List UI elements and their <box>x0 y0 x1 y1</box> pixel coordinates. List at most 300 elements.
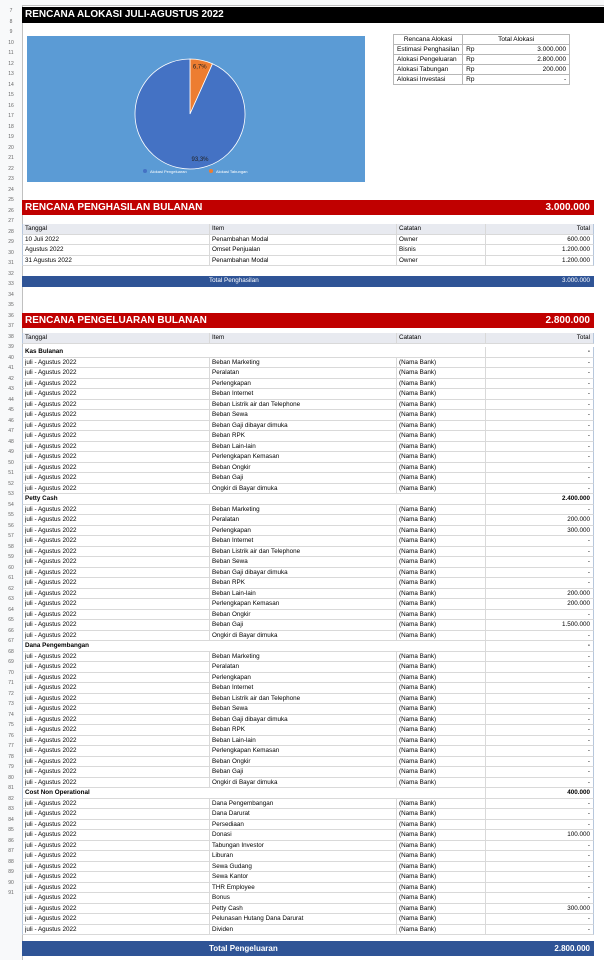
row-number[interactable]: 87 <box>8 848 14 854</box>
row-number[interactable]: 41 <box>8 365 14 371</box>
row-number[interactable]: 91 <box>8 890 14 896</box>
row-number[interactable]: 62 <box>8 585 14 592</box>
cell-note[interactable]: (Nama Bank) <box>396 421 487 431</box>
cell-total[interactable]: - <box>485 358 593 368</box>
cell-date[interactable]: juli - Agustus 2022 <box>25 694 77 702</box>
cell-note[interactable]: (Nama Bank) <box>396 463 487 473</box>
cell-note[interactable]: (Nama Bank) <box>396 799 487 809</box>
row-number[interactable]: 13 <box>8 71 14 77</box>
cell-item[interactable]: Beban Listrik air dan Telephone <box>209 547 398 557</box>
cell-date[interactable]: juli - Agustus 2022 <box>25 432 77 439</box>
cell-item[interactable]: Ongkir di Bayar dimuka <box>209 484 398 494</box>
cell-total[interactable]: - <box>485 862 593 872</box>
cell-total[interactable]: - <box>485 704 593 714</box>
row-number[interactable]: 81 <box>8 785 14 791</box>
row-number[interactable]: 45 <box>8 407 14 413</box>
cell-date[interactable]: juli - Agustus 2022 <box>25 369 77 376</box>
cell-note[interactable]: (Nama Bank) <box>396 578 487 588</box>
cell-total[interactable]: - <box>485 673 593 683</box>
row-number[interactable]: 73 <box>8 701 14 707</box>
cell-item[interactable]: Beban RPK <box>209 578 398 588</box>
row-number[interactable]: 9 <box>9 29 13 35</box>
cell-item[interactable]: Item <box>209 333 398 343</box>
cell-date[interactable]: juli - Agustus 2022 <box>25 715 77 723</box>
row-number[interactable]: 16 <box>8 102 14 109</box>
cell-date[interactable]: juli - Agustus 2022 <box>25 358 77 366</box>
row-number[interactable]: 32 <box>8 270 14 277</box>
cell-item[interactable]: Beban Gaji <box>209 767 398 777</box>
cell-total[interactable]: 1.200.000 <box>485 245 593 255</box>
cell-note[interactable]: (Nama Bank) <box>396 526 487 536</box>
cell-note[interactable]: (Nama Bank) <box>396 379 487 389</box>
cell-total[interactable]: - <box>485 578 593 588</box>
cell-item[interactable]: Beban RPK <box>209 725 398 735</box>
alloc-currency[interactable]: Rp <box>463 65 495 75</box>
alloc-header-value[interactable]: Total Alokasi <box>463 35 570 45</box>
cell-date[interactable]: Kas Bulanan <box>25 348 64 355</box>
row-number[interactable]: 63 <box>8 596 14 602</box>
row-number[interactable]: 14 <box>8 81 14 88</box>
cell-note[interactable]: (Nama Bank) <box>396 452 487 462</box>
cell-item[interactable]: Dividen <box>209 925 398 935</box>
row-number[interactable]: 35 <box>8 302 14 308</box>
cell-date[interactable]: juli - Agustus 2022 <box>25 705 77 712</box>
cell-item[interactable]: Beban Internet <box>209 536 398 546</box>
cell-note[interactable]: Owner <box>396 256 487 266</box>
cell-item[interactable]: Beban Lain-lain <box>209 442 398 452</box>
cell-note[interactable]: (Nama Bank) <box>396 410 487 420</box>
row-number[interactable]: 30 <box>8 249 14 256</box>
cell-total[interactable]: Total <box>485 224 593 234</box>
cell-date[interactable]: juli - Agustus 2022 <box>25 915 77 922</box>
row-number[interactable]: 48 <box>8 438 14 445</box>
alloc-label[interactable]: Alokasi Tabungan <box>394 65 463 75</box>
cell-note[interactable]: Catatan <box>396 333 487 343</box>
cell-date[interactable]: juli - Agustus 2022 <box>25 547 77 555</box>
row-number[interactable]: 34 <box>8 291 14 298</box>
cell-total[interactable]: - <box>485 872 593 882</box>
cell-item[interactable]: Persediaan <box>209 820 398 830</box>
row-number[interactable]: 61 <box>8 575 14 581</box>
cell-note[interactable]: (Nama Bank) <box>396 631 487 641</box>
cell-date[interactable]: juli - Agustus 2022 <box>25 673 77 681</box>
cell-item[interactable]: Perlengkapan <box>209 379 398 389</box>
cell-item[interactable]: Beban Lain-lain <box>209 736 398 746</box>
row-number[interactable]: 70 <box>8 669 14 676</box>
cell-date[interactable]: juli - Agustus 2022 <box>25 757 77 765</box>
cell-total[interactable]: - <box>485 473 593 483</box>
cell-total[interactable]: 600.000 <box>485 235 593 245</box>
row-number[interactable]: 57 <box>8 533 14 539</box>
cell-item[interactable]: Beban Listrik air dan Telephone <box>209 400 398 410</box>
cell-total[interactable]: - <box>485 767 593 777</box>
row-number[interactable]: 43 <box>8 386 14 392</box>
cell-total[interactable]: - <box>485 431 593 441</box>
cell-date[interactable]: juli - Agustus 2022 <box>25 411 77 418</box>
cell-total[interactable]: - <box>485 925 593 935</box>
alloc-label[interactable]: Alokasi Pengeluaran <box>394 55 463 65</box>
cell-total[interactable]: - <box>485 400 593 410</box>
cell-item[interactable]: THR Employee <box>209 883 398 893</box>
cell-total[interactable]: - <box>485 452 593 462</box>
cell-note[interactable]: (Nama Bank) <box>396 872 487 882</box>
cell-note[interactable]: (Nama Bank) <box>396 599 487 609</box>
cell-item[interactable]: Ongkir di Bayar dimuka <box>209 778 398 788</box>
cell-item[interactable]: Perlengkapan <box>209 673 398 683</box>
cell-item[interactable]: Penambahan Modal <box>209 235 398 245</box>
cell-total[interactable]: - <box>485 610 593 620</box>
cell-total[interactable]: - <box>485 389 593 399</box>
cell-date[interactable]: juli - Agustus 2022 <box>25 600 77 607</box>
cell-date[interactable]: juli - Agustus 2022 <box>25 684 77 691</box>
cell-total[interactable]: 1.200.000 <box>485 256 593 266</box>
row-number[interactable]: 65 <box>8 617 14 623</box>
cell-item[interactable]: Beban Gaji <box>209 473 398 483</box>
row-number[interactable]: 10 <box>8 39 14 46</box>
cell-note[interactable]: (Nama Bank) <box>396 662 487 672</box>
alloc-currency[interactable]: Rp <box>463 45 495 55</box>
row-number[interactable]: 40 <box>8 354 14 361</box>
cell-date[interactable]: juli - Agustus 2022 <box>25 820 77 828</box>
cell-total[interactable]: - <box>485 841 593 851</box>
row-number[interactable]: 75 <box>8 722 14 728</box>
cell-date[interactable]: juli - Agustus 2022 <box>25 421 77 429</box>
row-number[interactable]: 31 <box>8 260 14 266</box>
cell-note[interactable]: (Nama Bank) <box>396 914 487 924</box>
cell-date[interactable]: juli - Agustus 2022 <box>25 862 77 870</box>
row-number[interactable]: 66 <box>8 627 14 634</box>
cell-date[interactable]: 10 Juli 2022 <box>25 235 59 243</box>
cell-date[interactable]: juli - Agustus 2022 <box>25 610 77 618</box>
cell-date[interactable]: Dana Pengembangan <box>25 642 90 649</box>
cell-total[interactable]: - <box>485 883 593 893</box>
cell-date[interactable]: juli - Agustus 2022 <box>25 883 77 891</box>
cell-total[interactable]: - <box>485 809 593 819</box>
row-number[interactable]: 12 <box>8 60 14 67</box>
cell-note[interactable]: (Nama Bank) <box>396 694 487 704</box>
cell-note[interactable]: (Nama Bank) <box>396 778 487 788</box>
row-number[interactable]: 82 <box>8 795 14 802</box>
row-number[interactable]: 29 <box>8 239 14 245</box>
cell-date[interactable]: juli - Agustus 2022 <box>25 778 77 786</box>
cell-total[interactable]: - <box>485 683 593 693</box>
row-number[interactable]: 88 <box>8 858 14 865</box>
row-number[interactable]: 83 <box>8 806 14 812</box>
row-number[interactable]: 72 <box>8 690 14 697</box>
cell-total[interactable]: - <box>485 694 593 704</box>
cell-date[interactable]: juli - Agustus 2022 <box>25 925 77 933</box>
cell-item[interactable]: Sewa Gudang <box>209 862 398 872</box>
row-number[interactable]: 17 <box>8 113 14 119</box>
cell-total[interactable]: 200.000 <box>485 515 593 525</box>
cell-item[interactable]: Beban Gaji dibayar dimuka <box>209 421 398 431</box>
row-number[interactable]: 79 <box>8 764 14 770</box>
row-number[interactable]: 47 <box>8 428 14 434</box>
cell-date[interactable]: Petty Cash <box>25 495 58 502</box>
row-number[interactable]: 18 <box>8 123 14 130</box>
cell-total[interactable]: - <box>485 410 593 420</box>
cell-item[interactable]: Perlengkapan Kemasan <box>209 452 398 462</box>
cell-date[interactable]: juli - Agustus 2022 <box>25 726 77 733</box>
cell-total[interactable]: - <box>485 799 593 809</box>
cell-note[interactable]: (Nama Bank) <box>396 547 487 557</box>
cell-note[interactable]: (Nama Bank) <box>396 673 487 683</box>
cell-note[interactable]: (Nama Bank) <box>396 746 487 756</box>
cell-item[interactable]: Pelunasan Hutang Dana Darurat <box>209 914 398 924</box>
row-number[interactable]: 49 <box>8 449 14 455</box>
row-number[interactable]: 51 <box>8 470 14 476</box>
row-number[interactable]: 23 <box>8 176 14 182</box>
cell-note[interactable]: (Nama Bank) <box>396 767 487 777</box>
cell-note[interactable]: (Nama Bank) <box>396 704 487 714</box>
row-number[interactable]: 26 <box>8 207 14 214</box>
row-number[interactable]: 77 <box>8 743 14 749</box>
cell-total[interactable]: - <box>485 893 593 903</box>
cell-item[interactable]: Liburan <box>209 851 398 861</box>
row-number[interactable]: 24 <box>8 186 14 193</box>
cell-date[interactable]: Agustus 2022 <box>25 246 64 253</box>
row-number[interactable]: 21 <box>8 155 14 161</box>
cell-item[interactable]: Penambahan Modal <box>209 256 398 266</box>
cell-item[interactable]: Ongkir di Bayar dimuka <box>209 631 398 641</box>
cell-item[interactable]: Beban Ongkir <box>209 463 398 473</box>
cell-date[interactable]: juli - Agustus 2022 <box>25 463 77 471</box>
cell-date[interactable]: juli - Agustus 2022 <box>25 799 77 807</box>
cell-date[interactable]: juli - Agustus 2022 <box>25 442 77 450</box>
row-number[interactable]: 85 <box>8 827 14 833</box>
cell-date[interactable]: juli - Agustus 2022 <box>25 841 77 849</box>
cell-item[interactable]: Perlengkapan Kemasan <box>209 746 398 756</box>
cell-note[interactable]: (Nama Bank) <box>396 620 487 630</box>
row-number[interactable]: 84 <box>8 816 14 823</box>
cell-total[interactable]: - <box>485 662 593 672</box>
cell-date[interactable]: juli - Agustus 2022 <box>25 831 77 838</box>
cell-item[interactable]: Dana Darurat <box>209 809 398 819</box>
cell-item[interactable]: Beban Internet <box>209 683 398 693</box>
cell-note[interactable]: (Nama Bank) <box>396 610 487 620</box>
cell-total[interactable]: 200.000 <box>485 599 593 609</box>
cell-date[interactable]: juli - Agustus 2022 <box>25 768 77 775</box>
row-number[interactable]: 8 <box>9 18 13 25</box>
cell-total[interactable]: - <box>485 557 593 567</box>
cell-item[interactable]: Perlengkapan Kemasan <box>209 599 398 609</box>
cell-item[interactable]: Beban Sewa <box>209 410 398 420</box>
cell-total[interactable]: - <box>485 368 593 378</box>
cell-item[interactable]: Beban Sewa <box>209 557 398 567</box>
cell-note[interactable]: Bisnis <box>396 245 487 255</box>
cell-note[interactable]: (Nama Bank) <box>396 358 487 368</box>
cell-date[interactable]: 31 Agustus 2022 <box>25 256 72 264</box>
cell-note[interactable]: (Nama Bank) <box>396 400 487 410</box>
cell-note[interactable]: (Nama Bank) <box>396 862 487 872</box>
cell-note[interactable]: Owner <box>396 235 487 245</box>
row-number[interactable]: 37 <box>8 323 14 329</box>
cell-item[interactable]: Omset Penjualan <box>209 245 398 255</box>
cell-total[interactable]: - <box>485 725 593 735</box>
cell-date[interactable]: Tanggal <box>25 225 48 232</box>
cell-date[interactable]: juli - Agustus 2022 <box>25 537 77 544</box>
row-number[interactable]: 15 <box>8 92 14 98</box>
cell-item[interactable]: Peralatan <box>209 515 398 525</box>
cell-note[interactable]: (Nama Bank) <box>396 830 487 840</box>
cell-note[interactable]: (Nama Bank) <box>396 757 487 767</box>
allocation-pie-chart[interactable] <box>27 36 365 182</box>
cell-total[interactable]: - <box>485 463 593 473</box>
cell-note[interactable]: (Nama Bank) <box>396 568 487 578</box>
cell-total[interactable]: - <box>485 484 593 494</box>
row-number[interactable]: 52 <box>8 480 14 487</box>
cell-total[interactable]: - <box>485 347 593 357</box>
cell-note[interactable]: (Nama Bank) <box>396 841 487 851</box>
cell-date[interactable]: juli - Agustus 2022 <box>25 852 77 859</box>
cell-date[interactable]: juli - Agustus 2022 <box>25 558 77 565</box>
cell-item[interactable]: Beban Listrik air dan Telephone <box>209 694 398 704</box>
cell-note[interactable]: (Nama Bank) <box>396 851 487 861</box>
cell-date[interactable]: juli - Agustus 2022 <box>25 663 77 670</box>
cell-item[interactable]: Beban Ongkir <box>209 757 398 767</box>
cell-date[interactable]: juli - Agustus 2022 <box>25 400 77 408</box>
cell-note[interactable]: (Nama Bank) <box>396 893 487 903</box>
cell-total[interactable]: - <box>485 442 593 452</box>
cell-total[interactable]: - <box>485 641 593 651</box>
cell-date[interactable]: juli - Agustus 2022 <box>25 505 77 513</box>
cell-total[interactable]: 100.000 <box>485 830 593 840</box>
cell-total[interactable]: - <box>485 820 593 830</box>
cell-date[interactable]: juli - Agustus 2022 <box>25 810 77 817</box>
row-number[interactable]: 56 <box>8 522 14 529</box>
row-number[interactable]: 11 <box>8 50 14 56</box>
cell-note[interactable]: (Nama Bank) <box>396 557 487 567</box>
row-number[interactable]: 7 <box>9 8 13 14</box>
row-number[interactable]: 78 <box>8 753 14 760</box>
cell-note[interactable]: (Nama Bank) <box>396 505 487 515</box>
row-number[interactable]: 28 <box>8 228 14 235</box>
cell-note[interactable]: (Nama Bank) <box>396 715 487 725</box>
cell-total[interactable]: 2.400.000 <box>485 494 593 504</box>
row-number[interactable]: 33 <box>8 281 14 287</box>
row-number[interactable]: 74 <box>8 711 14 718</box>
cell-item[interactable]: Bonus <box>209 893 398 903</box>
cell-total[interactable]: - <box>485 568 593 578</box>
cell-total[interactable]: Total <box>485 333 593 343</box>
cell-total[interactable]: - <box>485 914 593 924</box>
row-number[interactable]: 54 <box>8 501 14 508</box>
cell-date[interactable]: juli - Agustus 2022 <box>25 516 77 523</box>
cell-total[interactable]: - <box>485 652 593 662</box>
cell-note[interactable]: (Nama Bank) <box>396 484 487 494</box>
cell-date[interactable]: Tanggal <box>25 334 48 341</box>
cell-date[interactable]: juli - Agustus 2022 <box>25 904 77 912</box>
cell-note[interactable]: (Nama Bank) <box>396 725 487 735</box>
cell-date[interactable]: juli - Agustus 2022 <box>25 652 77 660</box>
row-number[interactable]: 22 <box>8 165 14 172</box>
alloc-currency[interactable]: Rp <box>463 75 495 85</box>
row-number[interactable]: 44 <box>8 396 14 403</box>
cell-date[interactable]: Cost Non Operational <box>25 789 90 796</box>
cell-total[interactable]: - <box>485 505 593 515</box>
cell-item[interactable]: Beban Lain-lain <box>209 589 398 599</box>
cell-item[interactable]: Tabungan Investor <box>209 841 398 851</box>
cell-note[interactable]: (Nama Bank) <box>396 368 487 378</box>
cell-date[interactable]: juli - Agustus 2022 <box>25 474 77 481</box>
alloc-value[interactable]: 3.000.000 <box>494 45 569 55</box>
cell-date[interactable]: juli - Agustus 2022 <box>25 568 77 576</box>
row-number[interactable]: 76 <box>8 732 14 739</box>
cell-item[interactable]: Beban Marketing <box>209 652 398 662</box>
alloc-label[interactable]: Estimasi Penghasilan <box>394 45 463 55</box>
alloc-header-label[interactable]: Rencana Alokasi <box>394 35 463 45</box>
cell-date[interactable]: juli - Agustus 2022 <box>25 621 77 628</box>
cell-total[interactable]: - <box>485 631 593 641</box>
cell-total[interactable]: - <box>485 715 593 725</box>
cell-item[interactable]: Perlengkapan <box>209 526 398 536</box>
alloc-value[interactable]: 2.800.000 <box>494 55 569 65</box>
cell-note[interactable]: (Nama Bank) <box>396 809 487 819</box>
row-number[interactable]: 42 <box>8 375 14 382</box>
cell-note[interactable]: (Nama Bank) <box>396 536 487 546</box>
cell-note[interactable]: Catatan <box>396 224 487 234</box>
cell-note[interactable]: (Nama Bank) <box>396 442 487 452</box>
cell-date[interactable]: juli - Agustus 2022 <box>25 894 77 901</box>
cell-date[interactable]: juli - Agustus 2022 <box>25 631 77 639</box>
row-number[interactable]: 71 <box>8 680 14 686</box>
cell-note[interactable]: (Nama Bank) <box>396 883 487 893</box>
row-number[interactable]: 55 <box>8 512 14 518</box>
cell-note[interactable]: (Nama Bank) <box>396 925 487 935</box>
row-number[interactable]: 69 <box>8 659 14 665</box>
cell-item[interactable]: Beban Gaji dibayar dimuka <box>209 715 398 725</box>
row-number[interactable]: 39 <box>8 344 14 350</box>
cell-note[interactable]: (Nama Bank) <box>396 652 487 662</box>
cell-total[interactable]: - <box>485 757 593 767</box>
cell-note[interactable]: (Nama Bank) <box>396 431 487 441</box>
row-number[interactable]: 25 <box>8 197 14 203</box>
cell-note[interactable]: (Nama Bank) <box>396 389 487 399</box>
cell-date[interactable]: juli - Agustus 2022 <box>25 747 77 754</box>
row-number[interactable]: 38 <box>8 333 14 340</box>
alloc-value[interactable]: - <box>494 75 569 85</box>
cell-total[interactable]: 200.000 <box>485 589 593 599</box>
row-number[interactable]: 86 <box>8 837 14 844</box>
cell-date[interactable]: juli - Agustus 2022 <box>25 379 77 387</box>
cell-date[interactable]: juli - Agustus 2022 <box>25 579 77 586</box>
cell-item[interactable]: Beban Ongkir <box>209 610 398 620</box>
cell-item[interactable]: Beban Gaji <box>209 620 398 630</box>
cell-item[interactable]: Item <box>209 224 398 234</box>
row-number[interactable]: 27 <box>8 218 14 224</box>
cell-note[interactable]: (Nama Bank) <box>396 683 487 693</box>
cell-item[interactable]: Beban Marketing <box>209 505 398 515</box>
cell-note[interactable]: (Nama Bank) <box>396 736 487 746</box>
cell-total[interactable]: 400.000 <box>485 788 593 798</box>
cell-total[interactable]: - <box>485 547 593 557</box>
cell-total[interactable]: - <box>485 379 593 389</box>
row-number[interactable]: 36 <box>8 312 14 319</box>
cell-total[interactable]: - <box>485 736 593 746</box>
cell-date[interactable]: juli - Agustus 2022 <box>25 484 77 492</box>
cell-item[interactable]: Beban Marketing <box>209 358 398 368</box>
cell-note[interactable]: (Nama Bank) <box>396 820 487 830</box>
cell-item[interactable]: Beban Internet <box>209 389 398 399</box>
cell-total[interactable]: - <box>485 421 593 431</box>
cell-item[interactable]: Petty Cash <box>209 904 398 914</box>
cell-item[interactable]: Donasi <box>209 830 398 840</box>
row-number[interactable]: 90 <box>8 879 14 886</box>
cell-item[interactable]: Beban RPK <box>209 431 398 441</box>
cell-date[interactable]: juli - Agustus 2022 <box>25 873 77 880</box>
cell-item[interactable]: Dana Pengembangan <box>209 799 398 809</box>
cell-date[interactable]: juli - Agustus 2022 <box>25 453 77 460</box>
